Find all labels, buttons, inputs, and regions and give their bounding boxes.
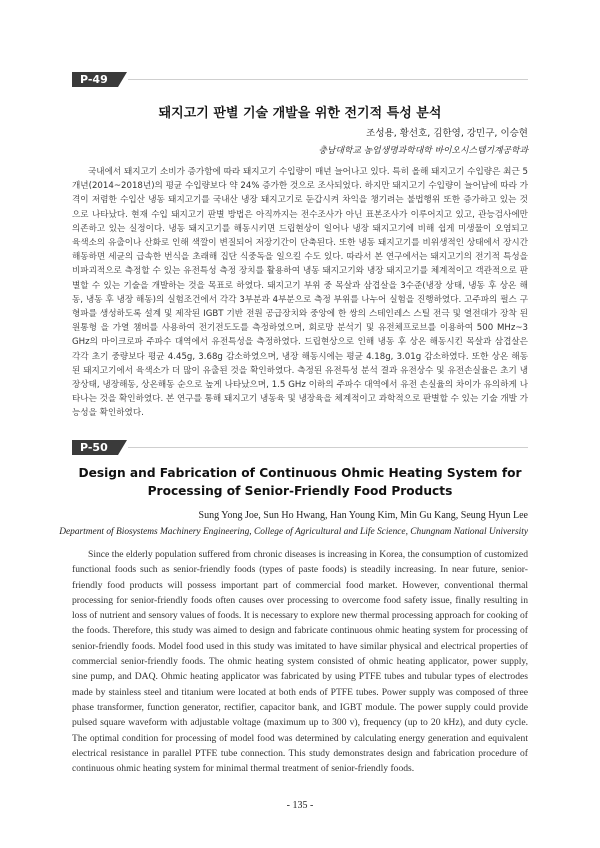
abstract-paragraph-en: Since the elderly population suffered from chronic diseases is increasing in Korea, the consumption of customized functional foods such as senior-friendly foods (types of paste foods) is steadily increasing. In near future, senior-friendly food products will possess important part of commercial food market. However, conventional thermal processing for senior-friendly foods often causes over processing to overcome food safety issue, finally resulting in loss of nutrient and sensory values of foods. It is necessary to explore new thermal processing approach for cooking of the foods. Therefore, this study was aimed to design and fabricate continuous ohmic heating system for processing of senior-friendly foods. Model food used in this study was imitated to have similar physical and electrical properties of commercial senior-friendly foods. The ohmic heating system consisted of ohmic heating applicator, power supply, sine pump, and DAQ. Ohmic heating applicator was fabricated by using PTFE tubes and tubular types of electrodes made by stainless steel and titanium were located at both ends of PTFE tubes. Power supply was composed of three phase transformer, function generator, rectifier, capacitor bank, and IGBT module. The power supply could provide pulsed square waveform with adjustable voltage (maximum up to 300 v), frequency (up to 20 kHz), and duty cycle. The optimal condition for processing of model food was determined by calculating energy generation and equivalent electrical resistance in parallel PTFE tube connection. This study demonstrates design and fabrication procedure of continuous ohmic heating system for minimal thermal treatment of senior-friendly foods. (72, 549, 528, 775)
abstract-paragraph-ko: 국내에서 돼지고기 소비가 증가함에 따라 돼지고기 수입량이 매년 늘어나고 있다. 특히 올해 돼지고기 수입량은 최근 5개년(2014~2018년)의 평균 수입량보다 약 24% 증가한 것으로 조사되었다. 하지만 돼지고기 수입량이 늘어남에 따라 가격이 저렴한 수입산 냉동 돼지고기를 국내산 냉장 돼지고기로 둔갑시켜 차익을 챙기려는 불법행위 또한 증가하고 있는 것으로 나타났다. 현재 수입 돼지고기 판별 방법은 아직까지는 전수조사가 아닌 표본조사가 이루어지고 있고, 관능검사에만 의존하고 있는 실정이다. 냉동 돼지고기를 해동시키면 드립현상이 일어나 냉장 돼지고기에 비해 쉽게 미생물이 오염되고 육색소의 유출이나 산화로 인해 색깔이 변질되어 저장기간이 단축된다. 또한 냉동 돼지고기를 비위생적인 상태에서 장시간 해동하면 세균의 급속한 번식을 초래해 집단 식중독을 일으킬 수도 있다. 따라서 본 연구에서는 돼지고기의 전기적 특성을 비파괴적으로 측정할 수 있는 유전특성 측정 장치를 활용하여 냉동 돼지고기와 냉장 돼지고기를 체계적이고 객관적으로 판별할 수 있는 기술을 개발하는 것을 목표로 하였다. 돼지고기 부위 중 목살과 삼겹살을 3수준(냉장 상태, 냉동 후 상온 해동, 냉동 후 냉장 해동)의 실험조건에서 각각 3부분과 4부분으로 측정 부위를 나누어 실험을 진행하였다. 고주파의 펄스 구형파를 생성하도록 설계 및 제작된 IGBT 기반 전원 공급장치와 중앙에 한 쌍의 스테인레스 스틸 전극 및 열전대가 장착 된 원통형 을 가열 챔버를 사용하여 전기전도도를 측정하였으며, 회로망 분석기 및 유전체프로브를 이용하여 500 MHz~3 GHz의 마이크로파 주파수 대역에서 유전특성을 측정하였다. 드립현상으로 인해 냉동 후 상온 해동시킨 목살과 삼겹살은 각각 초기 중량보다 평균 4.45g, 3.68g 감소하였으며, 냉장 해동시에는 평균 4.18g, 3.01g 감소하였다. 또한 상온 해동된 돼지고기에서 육색소가 더 많이 유출된 것을 확인하였다. 측정된 유전특성 분석 결과 유전상수 및 유전손실율은 초기 냉장상태, 냉장해동, 상온해동 순으로 높게 나타났으며, 1.5 GHz 이하의 주파수 대역에서 유전 손실율의 차이가 유의하게 나타나는 것을 확인하였다. 본 연구를 통해 돼지고기 냉동육 및 냉장육을 체계적이고 과학적으로 판별할 수 있는 기술 개발 가능성을 확인하였다. (72, 167, 528, 419)
authors-en: Sung Yong Joe, Sun Ho Hwang, Han Young Kim, Min Gu Kang, Seung Hyun Lee (198, 510, 528, 521)
abstract-body-en (72, 547, 528, 776)
authors-ko: 조성용, 황선호, 김한영, 강민구, 이승현 (366, 128, 528, 139)
abstract-title-en-line1: Design and Fabrication of Continuous Ohmic Heating System for (78, 466, 522, 480)
abstract-title-en (60, 464, 540, 500)
abstract-body-ko (72, 165, 528, 421)
tag-divider-1 (128, 79, 528, 80)
affiliation-en: Department of Biosystems Machinery Engineering, College of Agricultural and Life Science, Chungnam National University (59, 527, 528, 537)
abstract-tag-p49: P-49 (72, 72, 118, 87)
page-number: - 135 - (286, 800, 314, 811)
abstract-tag-p50: P-50 (72, 440, 118, 455)
abstract-title-ko: 돼지고기 판별 기술 개발을 위한 전기적 특성 분석 (158, 106, 442, 121)
abstract-title-en-line2: Processing of Senior-Friendly Food Products (147, 484, 453, 498)
tag-divider-2 (128, 447, 528, 448)
affiliation-ko: 충남대학교 농업생명과학대학 바이오시스템기계공학과 (318, 146, 528, 156)
